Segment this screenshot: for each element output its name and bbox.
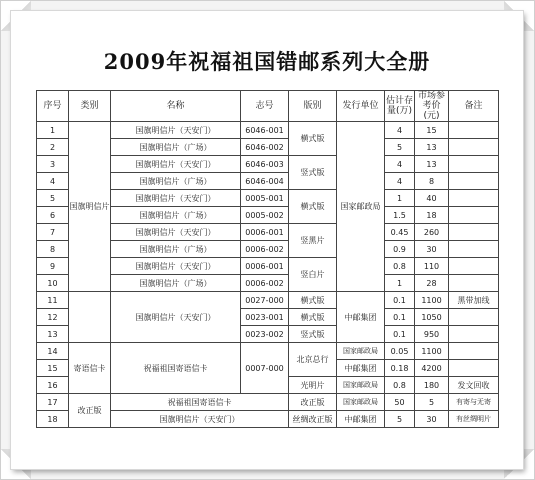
cell-name: 国旗明信片（天安门）: [111, 292, 241, 343]
cell-stock: 1: [385, 275, 415, 292]
cell-format: 竖式版: [289, 326, 337, 343]
cell-stock: 0.1: [385, 326, 415, 343]
cell-name: 国旗明信片（天安门）: [111, 122, 241, 139]
header-price: 市场参考价(元): [415, 91, 449, 122]
cell-issuer: 国家邮政局: [337, 377, 385, 394]
cell-name: 国旗明信片（天安门）: [111, 258, 241, 275]
cell-note: 有丝绸明片: [449, 411, 499, 428]
cell-name: 国旗明信片（天安门）: [111, 156, 241, 173]
cell-issuer: 中邮集团: [337, 292, 385, 343]
cell-issuer: 国家邮政局: [337, 394, 385, 411]
table-row: [37, 343, 499, 360]
cell-name: 国旗明信片（广场）: [111, 139, 241, 156]
header-code: 志号: [241, 91, 289, 122]
cell-stock: 5: [385, 411, 415, 428]
cell-stock: 0.45: [385, 224, 415, 241]
cell-price: 4200: [415, 360, 449, 377]
cell-code: 0006-001: [241, 224, 289, 241]
cell-name: 国旗明信片（广场）: [111, 241, 241, 258]
cell-seq: 13: [37, 326, 69, 343]
cell-price: 30: [415, 411, 449, 428]
cell-stock: 0.8: [385, 258, 415, 275]
cell-price: 950: [415, 326, 449, 343]
cell-category: 改正版: [69, 394, 111, 428]
cell-name: 国旗明信片（天安门）: [111, 190, 241, 207]
cell-note: [449, 224, 499, 241]
cell-format: 横式版: [289, 309, 337, 326]
cell-note: [449, 241, 499, 258]
cell-code: 0023-002: [241, 326, 289, 343]
cell-category: 国旗明信片: [69, 122, 111, 292]
cell-name: 国旗明信片（广场）: [111, 207, 241, 224]
cell-code: 0006-002: [241, 241, 289, 258]
catalog-table: [36, 90, 499, 428]
cell-name: 国旗明信片（天安门）: [111, 411, 289, 428]
cell-note: [449, 309, 499, 326]
cell-format: 光明片: [289, 377, 337, 394]
cell-seq: 17: [37, 394, 69, 411]
cell-name: 国旗明信片（广场）: [111, 173, 241, 190]
cell-note: [449, 173, 499, 190]
cell-stock: 0.8: [385, 377, 415, 394]
cell-issuer: 国家邮政局: [337, 343, 385, 360]
cell-name: 祝福祖国寄语信卡: [111, 343, 241, 394]
cell-seq: 4: [37, 173, 69, 190]
cell-code: 0027-000: [241, 292, 289, 309]
cell-note: [449, 275, 499, 292]
table-row: [37, 292, 499, 309]
cell-format: 丝绸改正版: [289, 411, 337, 428]
cell-code: 0006-002: [241, 275, 289, 292]
cell-format: 竖黑片: [289, 224, 337, 258]
cell-note: [449, 122, 499, 139]
cell-stock: 0.05: [385, 343, 415, 360]
cell-format: 横式版: [289, 292, 337, 309]
cell-price: 1100: [415, 343, 449, 360]
cell-seq: 2: [37, 139, 69, 156]
document-page: [36, 38, 498, 438]
cell-code: 6046-004: [241, 173, 289, 190]
cell-price: 13: [415, 156, 449, 173]
cell-name: 国旗明信片（天安门）: [111, 224, 241, 241]
cell-price: 5: [415, 394, 449, 411]
cell-name: 国旗明信片（广场）: [111, 275, 241, 292]
cell-seq: 10: [37, 275, 69, 292]
header-format: 版别: [289, 91, 337, 122]
cell-price: 110: [415, 258, 449, 275]
cell-issuer: 中邮集团: [337, 411, 385, 428]
cell-code: 6046-003: [241, 156, 289, 173]
cell-price: 13: [415, 139, 449, 156]
cell-format: 横式版: [289, 190, 337, 224]
header-name: 名称: [111, 91, 241, 122]
cell-category: [69, 292, 111, 343]
cell-seq: 9: [37, 258, 69, 275]
header-category: 类别: [69, 91, 111, 122]
cell-note: 发文回收: [449, 377, 499, 394]
cell-note: [449, 258, 499, 275]
cell-stock: 1.5: [385, 207, 415, 224]
cell-note: [449, 326, 499, 343]
cell-issuer: 中邮集团: [337, 360, 385, 377]
cell-seq: 3: [37, 156, 69, 173]
cell-format: 改正版: [289, 394, 337, 411]
document-title: 2009年祝福祖国错邮系列大全册: [103, 49, 431, 74]
cell-stock: 0.18: [385, 360, 415, 377]
cell-stock: 0.1: [385, 292, 415, 309]
cell-seq: 14: [37, 343, 69, 360]
cell-seq: 11: [37, 292, 69, 309]
cell-stock: 4: [385, 173, 415, 190]
header-seq: 序号: [37, 91, 69, 122]
cell-code: 0006-001: [241, 258, 289, 275]
cell-seq: 8: [37, 241, 69, 258]
cell-note: [449, 190, 499, 207]
cell-stock: 4: [385, 122, 415, 139]
table-row: [37, 394, 499, 411]
cell-stock: 50: [385, 394, 415, 411]
cell-price: 18: [415, 207, 449, 224]
cell-code: 6046-002: [241, 139, 289, 156]
cell-seq: 15: [37, 360, 69, 377]
cell-note: 黑带加线: [449, 292, 499, 309]
cell-issuer: 国家邮政局: [337, 122, 385, 292]
cell-format: 竖白片: [289, 258, 337, 292]
cell-stock: 0.1: [385, 309, 415, 326]
cell-seq: 18: [37, 411, 69, 428]
cell-price: 1050: [415, 309, 449, 326]
table-header-row: [37, 91, 499, 122]
cell-note: 有寄与无寄: [449, 394, 499, 411]
cell-note: [449, 207, 499, 224]
cell-code: 0023-001: [241, 309, 289, 326]
cell-note: [449, 343, 499, 360]
cell-price: 28: [415, 275, 449, 292]
table-row: [37, 122, 499, 139]
cell-seq: 6: [37, 207, 69, 224]
cell-seq: 1: [37, 122, 69, 139]
cell-seq: 7: [37, 224, 69, 241]
cell-price: 40: [415, 190, 449, 207]
cell-code: 0007-000: [241, 343, 289, 394]
cell-category: 寄语信卡: [69, 343, 111, 394]
cell-stock: 0.9: [385, 241, 415, 258]
header-stock: 估计存量(万): [385, 91, 415, 122]
cell-price: 15: [415, 122, 449, 139]
cell-price: 1100: [415, 292, 449, 309]
cell-code: 0005-002: [241, 207, 289, 224]
cell-stock: 1: [385, 190, 415, 207]
header-issuer: 发行单位: [337, 91, 385, 122]
cell-code: 6046-001: [241, 122, 289, 139]
cell-stock: 4: [385, 156, 415, 173]
cell-format: 北京总行: [289, 343, 337, 377]
cell-price: 260: [415, 224, 449, 241]
cell-seq: 5: [37, 190, 69, 207]
cell-code: 0005-001: [241, 190, 289, 207]
cell-stock: 5: [385, 139, 415, 156]
cell-seq: 16: [37, 377, 69, 394]
cell-price: 8: [415, 173, 449, 190]
cell-note: [449, 139, 499, 156]
cell-name: 祝福祖国寄语信卡: [111, 394, 289, 411]
cell-format: 横式版: [289, 122, 337, 156]
cell-price: 30: [415, 241, 449, 258]
cell-price: 180: [415, 377, 449, 394]
cell-note: [449, 156, 499, 173]
cell-note: [449, 360, 499, 377]
cell-seq: 12: [37, 309, 69, 326]
header-note: 备注: [449, 91, 499, 122]
cell-format: 竖式版: [289, 156, 337, 190]
